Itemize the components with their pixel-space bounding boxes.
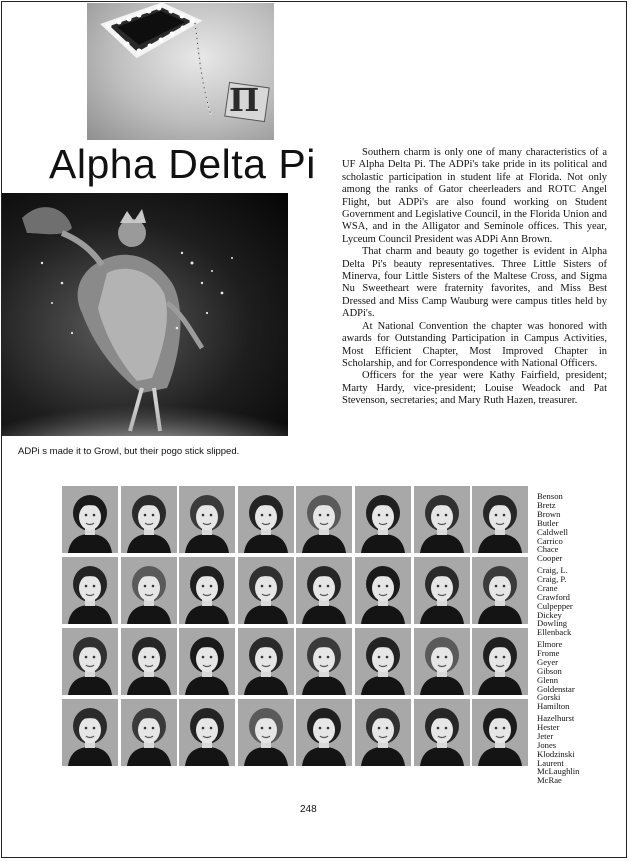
member-portrait	[472, 699, 528, 766]
member-names-row-1	[537, 492, 617, 563]
member-portrait	[121, 557, 177, 624]
member-name: McRae	[537, 775, 562, 786]
member-portrait	[355, 628, 411, 695]
member-portrait	[414, 628, 470, 695]
member-name: Dowling	[537, 618, 568, 629]
member-names-row-4	[537, 714, 617, 785]
member-name: Crawford	[537, 591, 570, 602]
member-portrait	[179, 557, 235, 624]
page-number: 248	[300, 804, 317, 815]
member-name: Jeter	[537, 730, 554, 741]
member-name: Dickey	[537, 609, 562, 620]
member-portrait	[121, 699, 177, 766]
member-name: Jones	[537, 739, 557, 750]
member-name: Craig, L.	[537, 565, 568, 575]
member-name: Butler	[537, 517, 559, 528]
member-name: McLaughlin	[537, 766, 580, 777]
member-name: Chace	[537, 544, 559, 555]
member-name: Crane	[537, 582, 558, 593]
member-name: Benson	[537, 491, 563, 501]
member-name: Gorski	[537, 692, 561, 703]
member-name: Elmore	[537, 639, 563, 649]
member-portrait	[414, 486, 470, 553]
member-name: Cooper	[537, 553, 563, 564]
article-paragraph: Southern charm is only one of many characteristics of a UF Alpha Delta Pi. The ADPi's take pride in its political and scholastic participation in student life at Florida. Not only among the ranks of Gator cheerleaders and ROTC Angel Flight, but ADPi's are also found working on Student Government and Legislative Council, in the Florida Union and WSA, and in the Alligator and Seminole offices. This year, Lyceum Council President was ADPi Ann Brown.	[342, 147, 607, 245]
member-portrait	[355, 557, 411, 624]
member-portrait	[355, 699, 411, 766]
member-portrait	[472, 557, 528, 624]
member-names-row-2	[537, 566, 617, 637]
member-portrait	[355, 486, 411, 553]
sorority-pin-photo	[87, 3, 274, 140]
member-name: Klodzinski	[537, 748, 575, 759]
member-portrait	[179, 486, 235, 553]
member-names-row-3	[537, 640, 617, 711]
portrait-row	[62, 486, 532, 557]
portrait-row	[62, 628, 532, 699]
article-body	[342, 147, 607, 408]
member-portrait	[62, 557, 118, 624]
member-name: Hester	[537, 721, 560, 732]
member-portrait	[296, 557, 352, 624]
member-name: Bretz	[537, 499, 556, 510]
member-portrait	[121, 628, 177, 695]
page-title: Alpha Delta Pi	[49, 141, 316, 187]
member-portrait	[62, 628, 118, 695]
member-portrait	[238, 628, 294, 695]
article-paragraph: Officers for the year were Kathy Fairfield, president; Marty Hardy, vice-president; Louise Weadock and Pat Stevenson, secretaries; and Mary Ruth Hazen, treasurer.	[342, 370, 607, 407]
member-portrait-grid	[62, 486, 532, 770]
member-portrait	[121, 486, 177, 553]
member-portrait	[296, 628, 352, 695]
member-name: Carrico	[537, 535, 563, 546]
member-name: Glenn	[537, 674, 559, 685]
member-portrait	[472, 628, 528, 695]
member-name: Caldwell	[537, 526, 569, 537]
article-paragraph: At National Convention the chapter was honored with awards for Outstanding Participation in Campus Activities, Most Efficient Chapter, Most Improved Chapter in Scholarship, and for Correspondence with National Officers.	[342, 320, 607, 369]
pin-guard-monogram: Π	[229, 81, 260, 119]
member-portrait	[238, 557, 294, 624]
member-name: Goldenstar	[537, 683, 575, 694]
member-portrait	[238, 486, 294, 553]
member-name: Hamilton	[537, 701, 570, 712]
member-portrait	[296, 699, 352, 766]
member-name: Craig, P.	[537, 573, 567, 584]
photo-caption: ADPi s made it to Growl, but their pogo stick slipped.	[18, 446, 240, 457]
member-portrait	[179, 628, 235, 695]
member-portrait	[238, 699, 294, 766]
member-name: Brown	[537, 508, 561, 519]
member-portrait	[296, 486, 352, 553]
growl-performance-photo	[2, 193, 288, 436]
member-portrait	[472, 486, 528, 553]
member-name: Culpepper	[537, 600, 573, 611]
member-portrait	[414, 557, 470, 624]
portrait-row	[62, 699, 532, 770]
member-portrait	[179, 699, 235, 766]
member-portrait	[62, 486, 118, 553]
member-name: Laurent	[537, 757, 564, 768]
member-name: Geyer	[537, 656, 558, 667]
member-name: Hazelhurst	[537, 713, 575, 723]
portrait-row	[62, 557, 532, 628]
member-name: Ellenback	[537, 627, 572, 638]
member-portrait	[414, 699, 470, 766]
member-name: Gibson	[537, 665, 562, 676]
member-portrait	[62, 699, 118, 766]
member-name: Frome	[537, 647, 560, 658]
article-paragraph: That charm and beauty go together is evident in Alpha Delta Pi's beauty representatives. Three Little Sisters of Minerva, four Little Sisters of the Maltese Cross, and Sigma Nu Sweetheart were fraternity favorites, and Miss Best Dressed and Miss Camp Wauburg were campus titles held by ADPi's.	[342, 246, 607, 320]
